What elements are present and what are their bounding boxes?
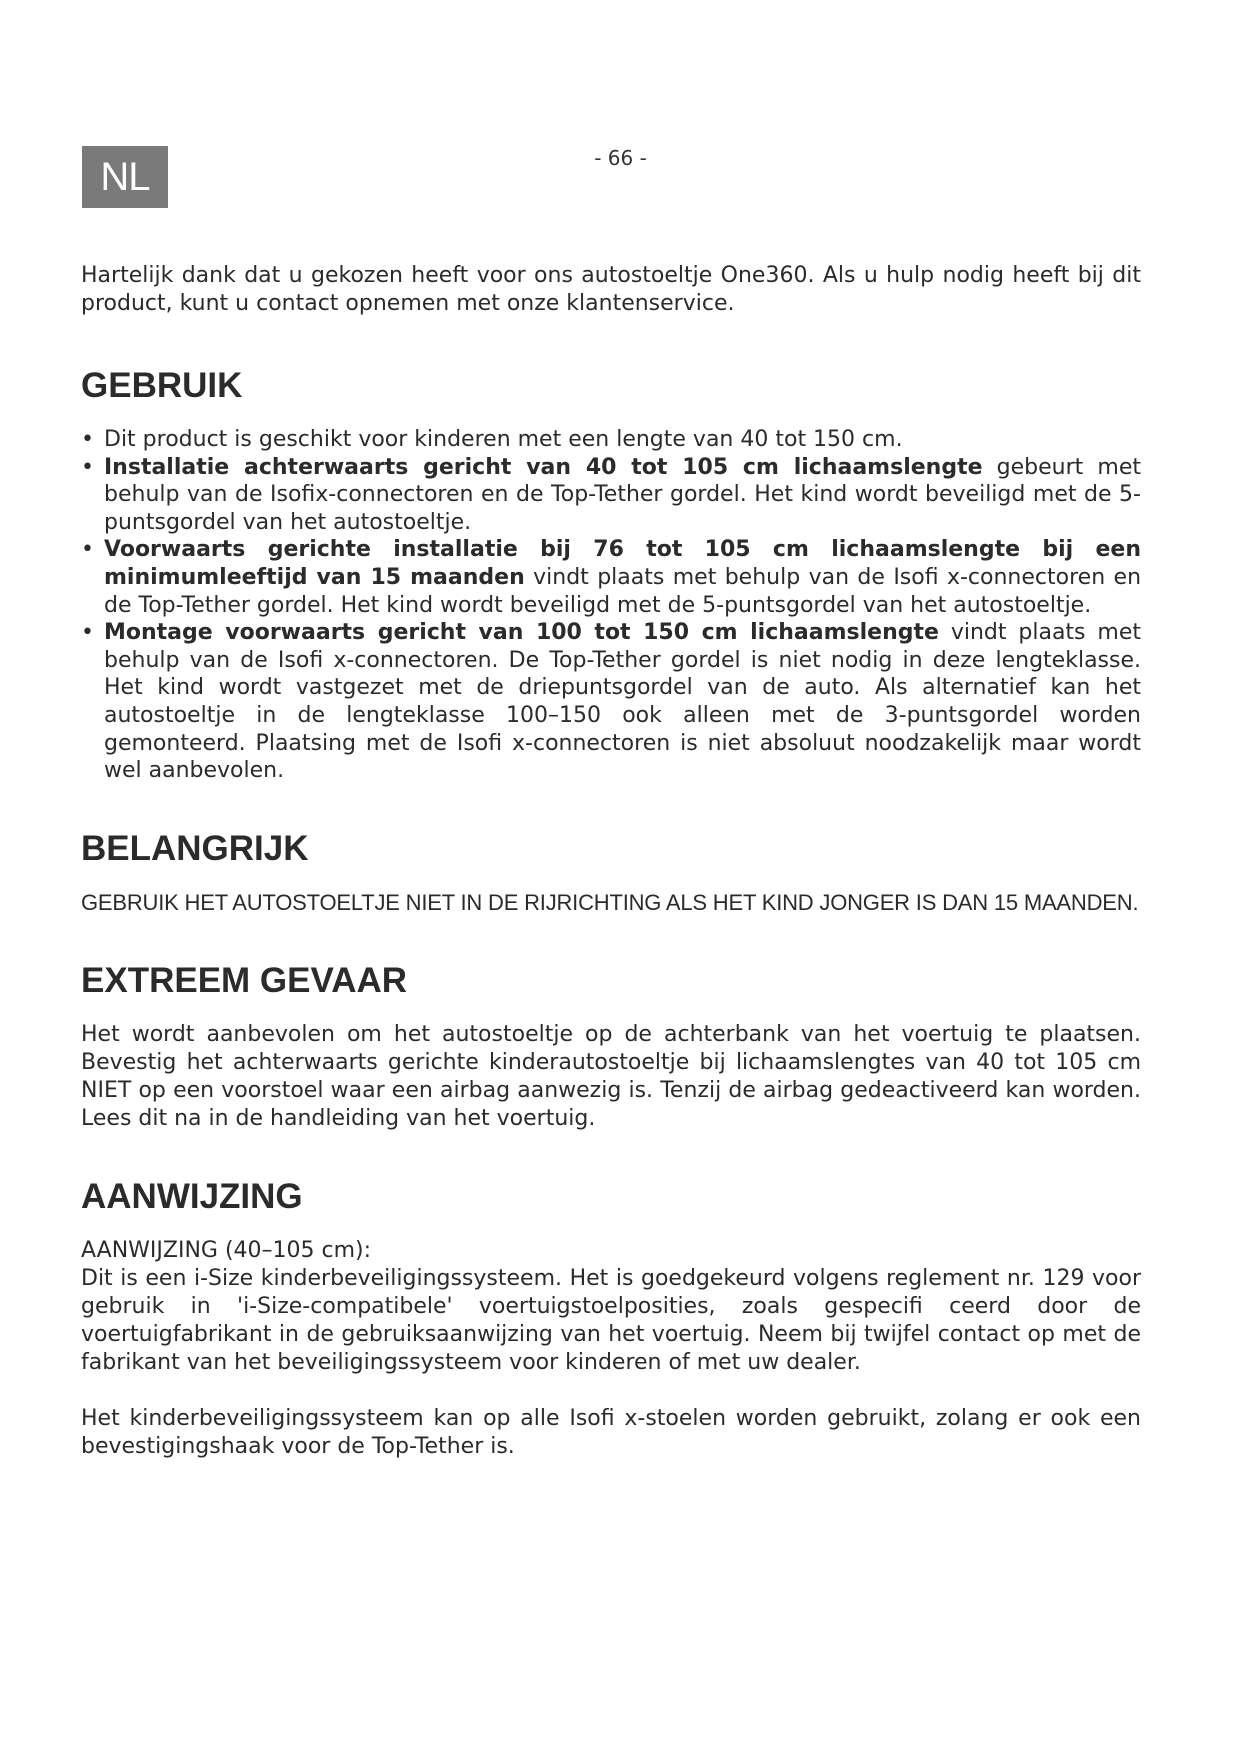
gebruik-list bbox=[81, 426, 1141, 785]
gevaar-paragraph: Het wordt aanbevolen om het autostoeltje op de achterbank van het voertuig te plaatsen. Bevestig het achterwaarts gerichte kinderautostoeltje bij lichaamslengtes van 40 tot 105 cm NIET op een voorstoel waar een airbag aanwezig is. Tenzij de airbag gedeactiveerd kan worden. Lees dit na in de handleiding van het voertuig. bbox=[81, 1021, 1141, 1131]
list-item: • Voorwaarts gerichte installatie bij 76 tot 105 cm lichaamslengte bij een minimumleeftijd van 15 maanden vindt plaats met behulp van de Isofi x-connectoren en de Top-Tether gordel. Het kind wordt beveiligd met de 5-puntsgordel van het autostoeltje. bbox=[81, 536, 1141, 619]
list-item: • Montage voorwaarts gericht van 100 tot 150 cm lichaamslengte vindt plaats met behulp van de Isofi x-connectoren. De Top-Tether gordel is niet nodig in deze lengteklasse. Het kind wordt vastgezet met de driepuntsgordel van de auto. Als alternatief kan het autostoeltje in de lengteklasse 100–150 ook alleen met de 3-puntsgordel worden gemonteerd. Plaatsing met de Isofi x-connectoren is niet absoluut noodzakelijk maar wordt wel aanbevolen. bbox=[81, 619, 1141, 785]
paragraph-gap bbox=[81, 1377, 1141, 1405]
aanwijzing-paragraph-1: Dit is een i-Size kinderbeveiligingssysteem. Het is goedgekeurd volgens reglement nr. 129 voor gebruik in 'i-Size-compatibele' voertuigstoelposities, zoals gespecifi ceerd door de voertuigfabrikant in de gebruiksaanwijzing van het voertuig. Neem bij twijfel contact op met de fabrikant van het beveiligingssysteem voor kinderen of met uw dealer. bbox=[81, 1265, 1141, 1375]
intro-paragraph: Hartelijk dank dat u gekozen heeft voor ons autostoeltje One360. Als u hulp nodig heeft bij dit product, kunt u contact opnemen met onze klantenservice. bbox=[81, 263, 1141, 316]
belangrijk-warning-text: GEBRUIK HET AUTOSTOELTJE NIET IN DE RIJRICHTING ALS HET KIND JONGER IS DAN 15 MAANDEN. bbox=[81, 889, 1139, 915]
section-title-extreem-gevaar: EXTREEM GEVAAR bbox=[81, 960, 408, 1000]
section-title-belangrijk: BELANGRIJK bbox=[81, 828, 309, 868]
section-title-aanwijzing: AANWIJZING bbox=[81, 1176, 303, 1216]
list-item: • Dit product is geschikt voor kinderen met een lengte van 40 tot 150 cm. bbox=[81, 426, 1141, 454]
list-item: • Installatie achterwaarts gericht van 40 tot 105 cm lichaamslengte gebeurt met behulp van de Isofix-connectoren en de Top-Tether gordel. Het kind wordt beveiligd met de 5-puntsgordel van het autostoeltje. bbox=[81, 454, 1141, 537]
aanwijzing-subtitle: AANWIJZING (40–105 cm): bbox=[81, 1237, 372, 1263]
section-title-gebruik: GEBRUIK bbox=[81, 366, 243, 405]
document-body bbox=[81, 262, 1141, 1461]
language-badge: NL bbox=[82, 146, 168, 208]
page-number: - 66 - bbox=[594, 146, 647, 170]
aanwijzing-paragraph-2: Het kinderbeveiligingssysteem kan op alle Isofi x-stoelen worden gebruikt, zolang er ook een bevestigingshaak voor de Top-Tether is. bbox=[81, 1405, 1141, 1459]
